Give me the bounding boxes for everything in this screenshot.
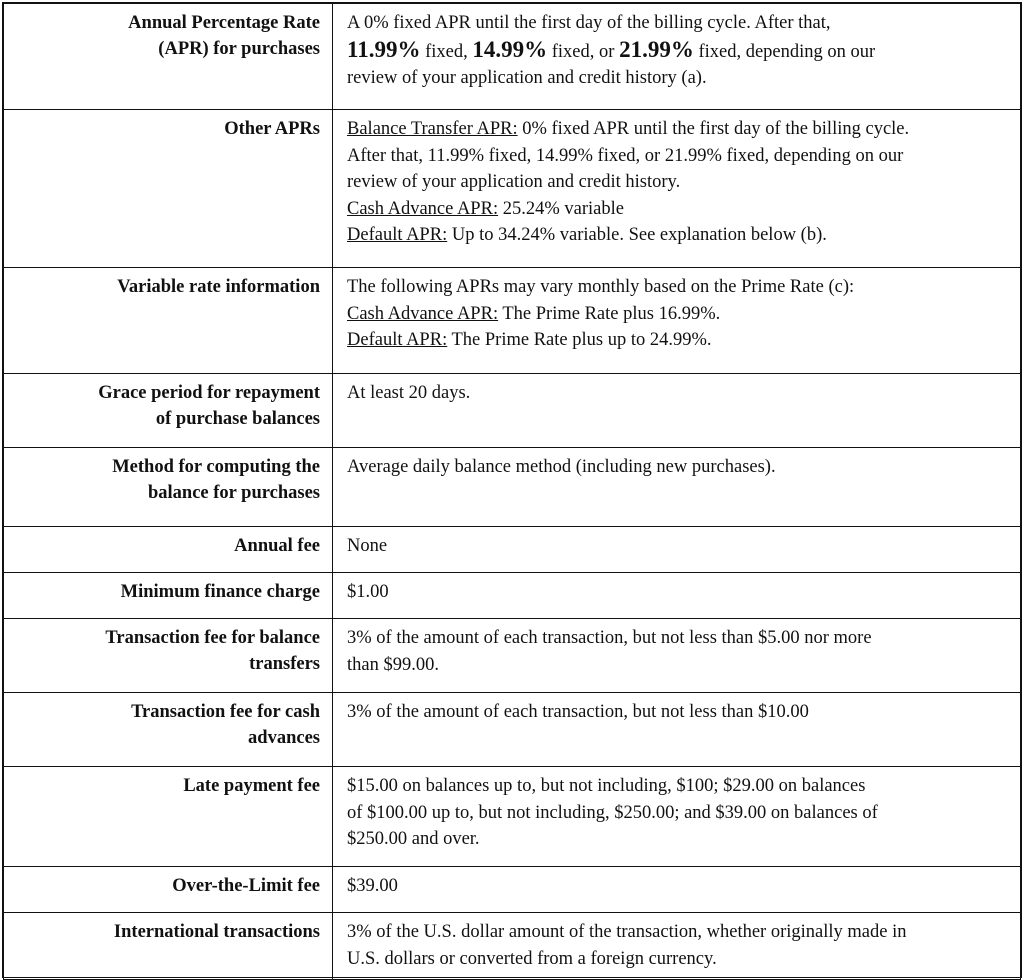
table-row — [4, 693, 1021, 767]
row-label-purchase-apr: Annual Percentage Rate (APR) for purchases — [4, 4, 333, 110]
table-row — [4, 268, 1021, 374]
row-label-late-payment-fee: Late payment fee — [4, 767, 333, 867]
row-value-purchase-apr: A 0% fixed APR until the first day of the billing cycle. After that, 11.99% fixed, 14.99% fixed, or 21.99% fixed, depending on our review of your application and credit history (a). — [333, 4, 1021, 110]
row-value-other-aprs: Balance Transfer APR: 0% fixed APR until the first day of the billing cycle. After that, 11.99% fixed, 14.99% fixed, or 21.99% fixed, depending on our review of your application and credit history. Cash Advance APR: 25.24% variable Default APR: Up to 34.24% variable. See explanation below (b). — [333, 110, 1021, 268]
row-value-grace-period: At least 20 days. — [333, 374, 1021, 448]
rate-tier-3: 21.99% — [619, 36, 694, 62]
table-row — [4, 767, 1021, 867]
row-label-minimum-finance-charge: Minimum finance charge — [4, 573, 333, 619]
table-row — [4, 913, 1021, 980]
table-row — [4, 110, 1021, 268]
row-label-variable-rate: Variable rate information — [4, 268, 333, 374]
row-label-annual-fee: Annual fee — [4, 527, 333, 573]
row-label-international-transactions: International transactions — [4, 913, 333, 980]
table-row — [4, 4, 1021, 110]
credit-card-terms-table — [2, 2, 1022, 978]
balance-transfer-apr-title: Balance Transfer APR: — [347, 119, 518, 139]
row-value-annual-fee: None — [333, 527, 1021, 573]
default-apr-title: Default APR: — [347, 225, 448, 245]
table-row — [4, 619, 1021, 693]
row-label-grace-period: Grace period for repayment of purchase balances — [4, 374, 333, 448]
row-label-other-aprs: Other APRs — [4, 110, 333, 268]
cash-advance-apr-title: Cash Advance APR: — [347, 198, 499, 219]
row-value-minimum-finance-charge: $1.00 — [333, 573, 1021, 619]
row-label-cash-advance-fee: Transaction fee for cash advances — [4, 693, 333, 767]
default-apr-title: Default APR: — [347, 330, 448, 350]
row-value-variable-rate: The following APRs may vary monthly based on the Prime Rate (c): Cash Advance APR: The Prime Rate plus 16.99%. Default APR: The Prime Rate plus up to 24.99%. — [333, 268, 1021, 374]
rate-tier-2: 14.99% — [472, 36, 548, 62]
table-row — [4, 448, 1021, 527]
row-value-balance-transfer-fee: 3% of the amount of each transaction, but not less than $5.00 nor more than $99.00. — [333, 619, 1021, 693]
table-row — [4, 374, 1021, 448]
row-value-cash-advance-fee: 3% of the amount of each transaction, but not less than $10.00 — [333, 693, 1021, 767]
rate-tier-1: 11.99% — [347, 36, 421, 62]
row-label-balance-transfer-fee: Transaction fee for balance transfers — [4, 619, 333, 693]
table-row — [4, 867, 1021, 913]
row-value-over-limit-fee: $39.00 — [333, 867, 1021, 913]
row-value-international-transactions: 3% of the U.S. dollar amount of the transaction, whether originally made in U.S. dollars or converted from a foreign currency. — [333, 913, 1021, 980]
row-value-late-payment-fee: $15.00 on balances up to, but not including, $100; $29.00 on balances of $100.00 up to, but not including, $250.00; and $39.00 on balances of $250.00 and over. — [333, 767, 1021, 867]
table-row — [4, 527, 1021, 573]
row-label-balance-method: Method for computing the balance for purchases — [4, 448, 333, 527]
row-label-over-limit-fee: Over-the-Limit fee — [4, 867, 333, 913]
row-value-balance-method: Average daily balance method (including new purchases). — [333, 448, 1021, 527]
table-row — [4, 573, 1021, 619]
terms-table — [3, 3, 1021, 980]
cash-advance-apr-title: Cash Advance APR: — [347, 303, 499, 324]
